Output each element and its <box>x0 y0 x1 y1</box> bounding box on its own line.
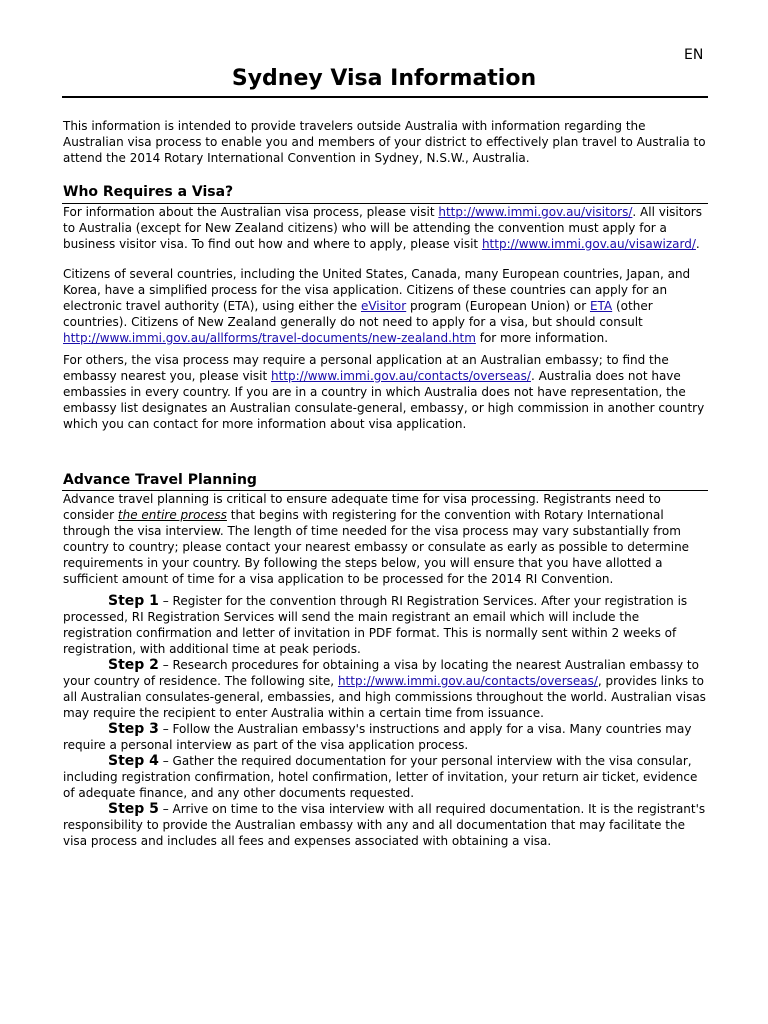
visawizard-link[interactable]: http://www.immi.gov.au/visawizard/ <box>481 237 696 251</box>
title-divider <box>62 96 708 98</box>
advance-paragraph-1 <box>63 491 708 587</box>
text-run: For information about the Australian visa process, please visit <box>63 205 439 219</box>
who-paragraph-1 <box>63 204 708 252</box>
language-indicator: EN <box>684 47 704 63</box>
step-label: Step 2 <box>108 657 159 673</box>
evisitor-link[interactable]: eVisitor <box>360 299 407 313</box>
advance-travel-section <box>63 491 708 849</box>
step-2 <box>63 657 708 721</box>
step-label: Step 1 <box>108 593 159 609</box>
step-label: Step 4 <box>108 753 159 769</box>
step-3 <box>63 721 708 753</box>
visitors-link[interactable]: http://www.immi.gov.au/visitors/ <box>438 205 633 219</box>
step-text: – Gather the required documentation for your personal interview with the visa consular, including registration confirmation, hotel confirmation, letter of invitation, your return air ticket, evidence of adequate finance, and any other documents requested. <box>63 754 698 800</box>
text-run: program (European Union) or <box>406 299 590 313</box>
text-run: that begins with registering for the convention with Rotary International through the visa interview. The length of time needed for the visa process may vary substantially from country to country; please contact your nearest embassy or consulate as early as possible to determine requirements in your country. By following the steps below, you will ensure that you have allotted a sufficient amount of time for a visa application to be processed for the 2014 RI Convention. <box>63 508 690 586</box>
text-run: Citizens of several countries, including the United States, Canada, many European countries, Japan, and Korea, have a simplified process for the visa application. Citizens of these countries can apply for an electronic travel authority (ETA), using either the <box>63 267 691 313</box>
text-run: (other countries). Citizens of New Zealand generally do not need to apply for a visa, but should consult <box>63 299 653 329</box>
text-run: for more information. <box>475 331 609 345</box>
text-run: For others, the visa process may require a personal application at an Australian embassy; to find the embassy nearest you, please visit <box>63 353 669 383</box>
text-run: . <box>695 237 700 251</box>
section-heading-who-requires-visa: Who Requires a Visa? <box>63 184 234 200</box>
who-paragraph-2 <box>63 266 708 346</box>
eta-link[interactable]: ETA <box>589 299 613 313</box>
step-4 <box>63 753 708 801</box>
step-text: – Register for the convention through RI Registration Services. After your registration is processed, RI Registration Services will send the main registrant an email which will include the registration confirmation and letter of invitation in PDF format. This is normally sent within 2 weeks of registration, with additional time at peak periods. <box>63 594 688 656</box>
new-zealand-link[interactable]: http://www.immi.gov.au/allforms/travel-documents/new-zealand.htm <box>63 331 476 345</box>
step-text: , provides links to all Australian consulates-general, embassies, and high commissions throughout the world. Australian visas may require the recipient to enter Australia within a certain time from issuance. <box>63 674 706 720</box>
overseas-contacts-link[interactable]: http://www.immi.gov.au/contacts/overseas/ <box>270 369 531 383</box>
emphasis-text: the entire process <box>117 508 227 522</box>
step-label: Step 3 <box>108 721 159 737</box>
who-requires-visa-section <box>63 204 708 438</box>
step-1 <box>63 593 708 657</box>
who-paragraph-3 <box>63 352 708 432</box>
page-title: Sydney Visa Information <box>231 66 537 91</box>
step-label: Step 5 <box>108 801 159 817</box>
step-5 <box>63 801 708 849</box>
step-text: – Research procedures for obtaining a visa by locating the nearest Australian embassy to your country of residence. The following site, <box>63 658 699 688</box>
section-heading-advance-travel-planning: Advance Travel Planning <box>63 472 257 488</box>
step-text: – Follow the Australian embassy's instructions and apply for a visa. Many countries may require a personal interview as part of the visa application process. <box>63 722 692 752</box>
text-run: Advance travel planning is critical to ensure adequate time for visa processing. Registrants need to consider <box>63 492 661 522</box>
text-run: . Australia does not have embassies in every country. If you are in a country in which Australia does not have representation, the embassy list designates an Australian consulate-general, embassy, or high commission in another country which you can contact for more information about visa application. <box>63 369 705 431</box>
overseas-contacts-link[interactable]: http://www.immi.gov.au/contacts/overseas/ <box>337 674 598 688</box>
intro-text: This information is intended to provide travelers outside Australia with information regarding the Australian visa process to enable you and members of your district to effectively plan travel to Australia to attend the 2014 Rotary International Convention in Sydney, N.S.W., Australia. <box>63 119 706 165</box>
intro-paragraph <box>63 118 708 172</box>
text-run: . All visitors to Australia (except for New Zealand citizens) who will be attending the convention must apply for a business visitor visa. To find out how and where to apply, please visit <box>63 205 702 251</box>
step-text: – Arrive on time to the visa interview with all required documentation. It is the registrant's responsibility to provide the Australian embassy with any and all documentation that may facilitate the visa process and includes all fees and expenses associated with obtaining a visa. <box>63 802 706 848</box>
